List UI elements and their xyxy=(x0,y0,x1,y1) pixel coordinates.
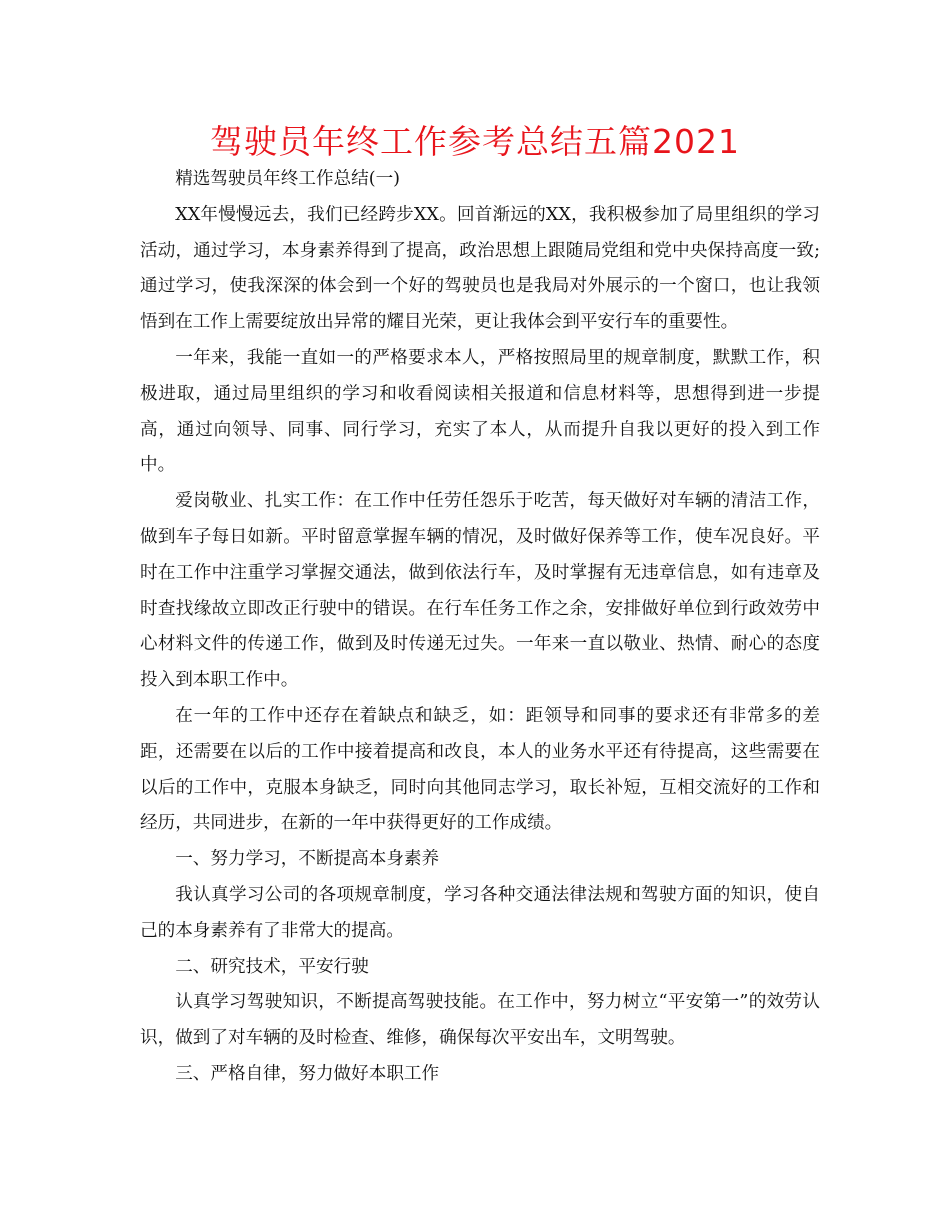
document-body xyxy=(140,162,820,1093)
section-heading: 精选驾驶员年终工作总结(一) xyxy=(175,169,401,189)
paragraph: XX年慢慢远去，我们已经跨步XX。回首渐远的XX，我积极参加了局里组织的学习活动，通过学习，本身素养得到了提高，政治思想上跟随局党组和党中央保持高度一致;通过学习，使我深深的体会到一个好的驾驶员也是我局对外展示的一个窗口，也让我领悟到在工作上需要绽放出异常的耀目光荣，更让我体会到平安行车的重要性。 xyxy=(140,204,820,333)
document-title: 驾驶员年终工作参考总结五篇2021 xyxy=(210,122,740,161)
section-heading: 一、努力学习，不断提高本身素养 xyxy=(175,849,440,870)
section-heading: 二、研究技术，平安行驶 xyxy=(175,956,369,977)
paragraph: 爱岗敬业、扎实工作：在工作中任劳任怨乐于吃苦，每天做好对车辆的清洁工作，做到车子每日如新。平时留意掌握车辆的情况，及时做好保养等工作，使车况良好。平时在工作中注重学习掌握交通法，做到依法行车，及时掌握有无违章信息，如有违章及时查找缘故立即改正行驶中的错误。在行车任务工作之余，安排做好单位到行政效劳中心材料文件的传递工作，做到及时传递无过失。一年来一直以敬业、热情、耐心的态度投入到本职工作中。 xyxy=(140,491,820,691)
paragraph: 认真学习驾驶知识，不断提高驾驶技能。在工作中，努力树立“平安第一”的效劳认识，做到了对车辆的及时检查、维修，确保每次平安出车，文明驾驶。 xyxy=(140,992,820,1049)
paragraph: 一年来，我能一直如一的严格要求本人，严格按照局里的规章制度，默默工作，积极进取，通过局里组织的学习和收看阅读相关报道和信息材料等，思想得到进一步提高，通过向领导、同事、同行学习，充实了本人，从而提升自我以更好的投入到工作中。 xyxy=(140,347,820,476)
paragraph: 在一年的工作中还存在着缺点和缺乏，如：距领导和同事的要求还有非常多的差距，还需要在以后的工作中接着提高和改良，本人的业务水平还有待提高，这些需要在以后的工作中，克服本身缺乏，同时向其他同志学习，取长补短，互相交流好的工作和经历，共同进步，在新的一年中获得更好的工作成绩。 xyxy=(140,705,820,834)
section-heading: 三、严格自律，努力做好本职工作 xyxy=(175,1063,440,1084)
paragraph: 我认真学习公司的各项规章制度，学习各种交通法律法规和驾驶方面的知识，使自己的本身素养有了非常大的提高。 xyxy=(140,884,820,941)
